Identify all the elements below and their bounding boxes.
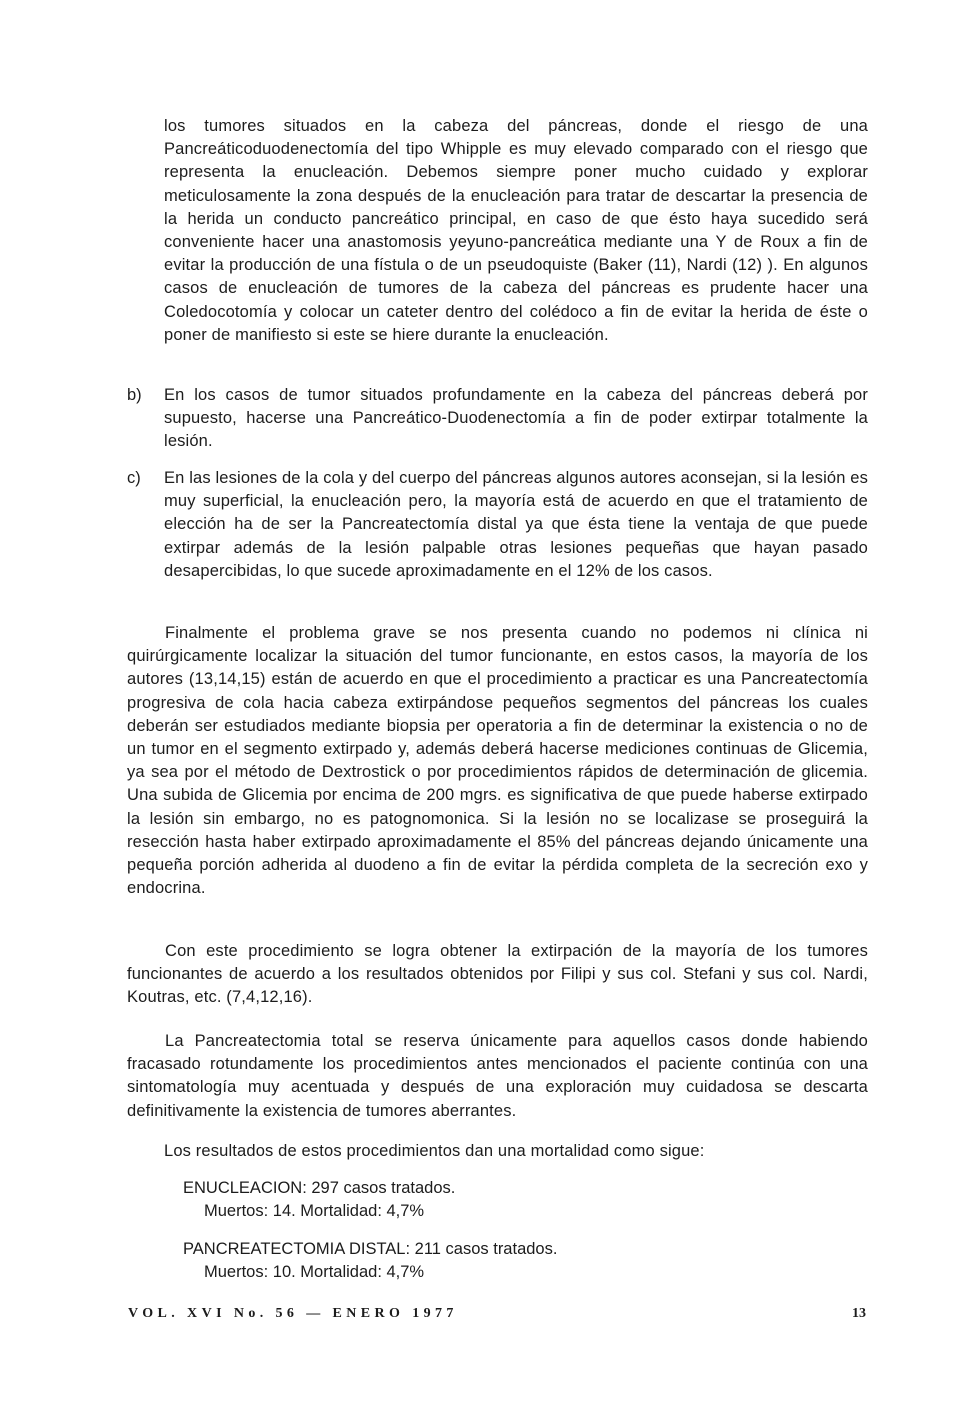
paragraph-procedure-results: Con este procedimiento se logra obtener la extirpación de la mayoría de los tumores funcionantes de acuerdo a los resultados obtenidos por Filipi y sus col. Stefani y sus col. Nardi, Koutras, etc. (7,4,12,16). xyxy=(127,942,868,1007)
paragraph-total-pancreatectomy: La Pancreatectomia total se reserva únicamente para aquellos casos donde habiendo fracasado rotundamente los procedimientos antes mencionados el paciente continúa con una sintomatología muy acentuada y después de una exploración muy cuidadosa se descarta definitivamente la existencia de tumores aberrantes. xyxy=(127,1032,868,1120)
distal-mortality: Muertos: 10. Mortalidad: 4,7% xyxy=(204,1263,425,1281)
paragraph-mortality-intro: Los resultados de estos procedimientos dan una mortalidad como sigue: xyxy=(164,1142,705,1160)
paragraph-enucleation-continued: los tumores situados en la cabeza del páncreas, donde el riesgo de una Pancreáticoduodenectomía del tipo Whipple es muy elevado comparado con el riesgo que representa la enucleación. Debemos siempre poner mucho cuidado y explorar meticulosamente la zona después de la enucleación para tratar de descartar la presencia de la herida un conducto pancreático principal, en caso de que ésto haya sucedido será conveniente hacer una anastomosis yeyuno-pancreática mediante una Y de Roux a fin de evitar la producción de una fístula o de un pseudoquiste (Baker (11), Nardi (12) ). En algunos casos de enucleación de tumores de la cabeza del páncreas es prudente hacer una Coledocotomía y colocar un cateter dentro del colédoco a fin de evitar la herida de éste o poner de manifiesto si este se hiere durante la enucleación. xyxy=(164,117,868,344)
page-number: 13 xyxy=(852,1306,866,1321)
distal-cases: PANCREATECTOMIA DISTAL: 211 casos tratados. xyxy=(183,1240,558,1258)
list-marker-b: b) xyxy=(127,386,142,404)
enucleation-mortality: Muertos: 14. Mortalidad: 4,7% xyxy=(204,1202,425,1220)
list-item-b-text: En los casos de tumor situados profundamente en la cabeza del páncreas deberá por supuesto, hacerse una Pancreático-Duodenectomía a fin de poder extirpar totalmente la lesión. xyxy=(164,386,868,451)
journal-footer: VOL. XVI No. 56 — ENERO 1977 xyxy=(128,1306,458,1321)
list-item-c-text: En las lesiones de la cola y del cuerpo del páncreas algunos autores aconsejan, si la lesión es muy superficial, la enucleación pero, la mayoría está de acuerdo en que el tratamiento de elección ha de ser la Pancreatectomía distal ya que ésta tiene la ventaja de que puede extirpar además de la lesión palpable otras lesiones pequeñas que hayan pasado desapercibidas, lo que sucede aproximadamente en el 12% de los casos. xyxy=(164,469,869,580)
paragraph-progressive-pancreatectomy: Finalmente el problema grave se nos presenta cuando no podemos ni clínica ni quirúrgicamente localizar la situación del tumor funcionante, en estos casos, la mayoría de los autores (13,14,15) están de acuerdo en que el procedimiento a practicar es una Pancreatectomía progresiva de cola hacia cabeza extirpándose pequeños segmentos del páncreas los cuales deberán ser estudiados mediante biopsia per operatoria a fin de determinar la existencia o no de un tumor en el segmento extirpado y, además deberá hacerse mediciones continuas de Glicemia, ya sea por el método de Dextrostick o por procedimientos rápidos de determinación de glicemia. Una subida de Glicemia por encima de 200 mgrs. es significativa de que puede haberse extirpado la lesión sin embargo, no es patognomonica. Si la lesión no se localizase se proseguirá la resección hasta haber extirpado aproximadamente el 85% del páncreas dejando únicamente una pequeña porción adherida al duodeno a fin de evitar la pérdida completa de la secreción exo y endocrina. xyxy=(127,624,868,898)
enucleation-cases: ENUCLEACION: 297 casos tratados. xyxy=(183,1179,456,1197)
list-marker-c: c) xyxy=(127,469,141,487)
